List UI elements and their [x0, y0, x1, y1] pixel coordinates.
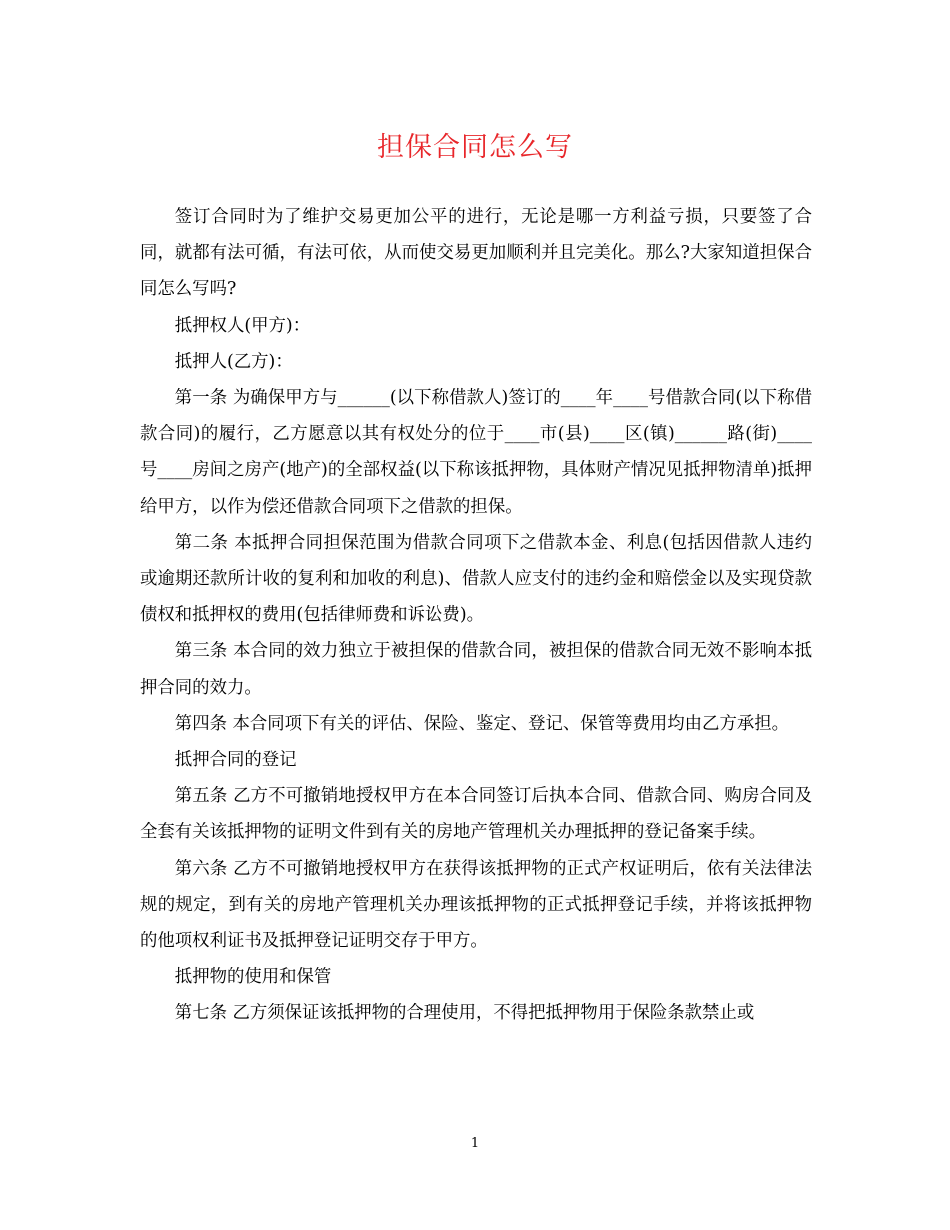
document-title: 担保合同怎么写 [377, 132, 573, 163]
paragraph-article-3: 第三条 本合同的效力独立于被担保的借款合同，被担保的借款合同无效不影响本抵押合同的效力。 [140, 641, 812, 698]
paragraph-intro: 签订合同时为了维护交易更加公平的进行，无论是哪一方利益亏损，只要签了合同，就都有法可循，有法可依，从而使交易更加顺利并且完美化。那么?大家知道担保合同怎么写吗? [140, 207, 812, 300]
paragraph-mortgagor: 抵押人(乙方)： [174, 351, 293, 372]
document-body [140, 199, 812, 1032]
paragraph-article-4: 第四条 本合同项下有关的评估、保险、鉴定、登记、保管等费用均由乙方承担。 [174, 713, 790, 734]
paragraph-article-6: 第六条 乙方不可撤销地授权甲方在获得该抵押物的正式产权证明后，依有关法律法规的规定，到有关的房地产管理机关办理该抵押物的正式抵押登记手续，并将该抵押物的他项权利证书及抵押登记证明交存于甲方。 [140, 858, 812, 952]
paragraph-article-5: 第五条 乙方不可撤销地授权甲方在本合同签订后执本合同、借款合同、购房合同及全套有关该抵押物的证明文件到有关的房地产管理机关办理抵押的登记备案手续。 [140, 786, 812, 843]
paragraph-article-7: 第七条 乙方须保证该抵押物的合理使用，不得把抵押物用于保险条款禁止或 [174, 1003, 755, 1024]
section-heading-use-and-custody: 抵押物的使用和保管 [174, 967, 332, 988]
paragraph-article-2: 第二条 本抵押合同担保范围为借款合同项下之借款本金、利息(包括因借款人违约或逾期还款所计收的复利和加收的利息)、借款人应支付的违约金和赔偿金以及实现贷款债权和抵押权的费用(包括律师费和诉讼费)。 [140, 532, 812, 626]
paragraph-article-1: 第一条 为确保甲方与______(以下称借款人)签订的____年____号借款合同(以下称借款合同)的履行，乙方愿意以其有权处分的位于____市(县)____区(镇)______路(街)____号____房间之房产(地产)的全部权益(以下称该抵押物，具体财产情况见抵押物清单)抵押给甲方，以作为偿还借款合同项下之借款的担保。 [140, 388, 812, 517]
page-number: 1 [470, 1136, 480, 1151]
paragraph-mortgagee: 抵押权人(甲方)： [174, 315, 311, 336]
section-heading-registration: 抵押合同的登记 [174, 750, 297, 771]
